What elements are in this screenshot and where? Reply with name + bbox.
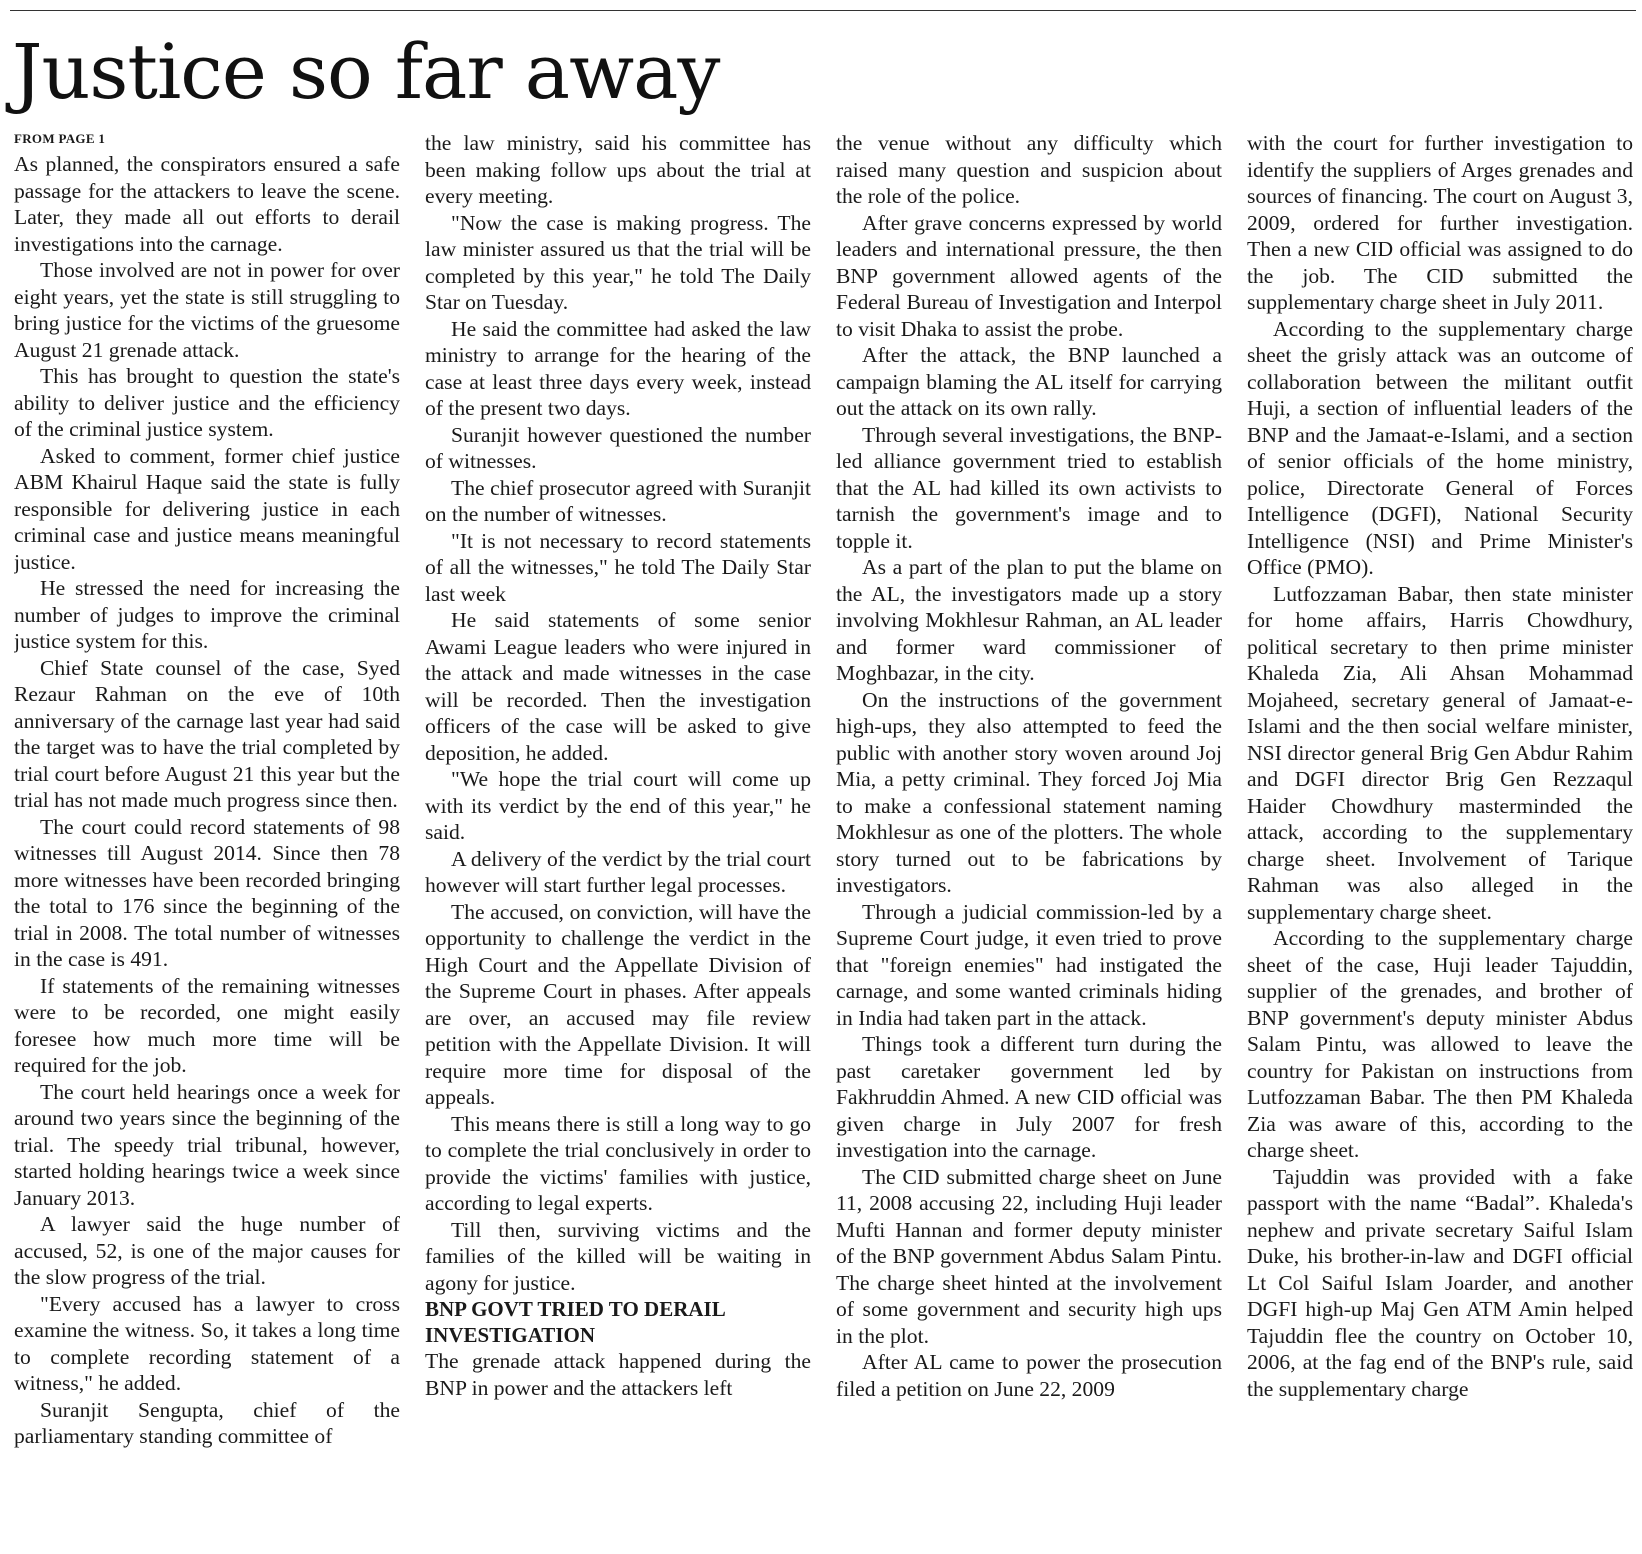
paragraph: Suranjit however questioned the number of witnesses. — [425, 422, 811, 473]
paragraph: "Every accused has a lawyer to cross examine the witness. So, it takes a long time to complete recording statement of a witness," he added. — [14, 1291, 400, 1395]
paragraph: Chief State counsel of the case, Syed Rezaur Rahman on the eve of 10th anniversary of the carnage last year had said the target was to have the trial completed by trial court before August 21 this year but the trial has not made much progress since then. — [14, 655, 400, 812]
section-subhead: BNP GOVT TRIED TO DERAIL INVESTIGATION — [425, 1297, 725, 1347]
column-2 — [425, 130, 811, 1550]
headline: Justice so far away — [12, 27, 720, 116]
paragraph: Through several investigations, the BNP-led alliance government tried to establish that the AL had killed its own activists to tarnish the government's image and to topple it. — [836, 422, 1222, 553]
paragraph: Things took a different turn during the past caretaker government led by Fakhruddin Ahmed. A new CID official was given charge in July 2007 for fresh investigation into the carnage. — [836, 1032, 1222, 1162]
paragraph: "Now the case is making progress. The law minister assured us that the trial will be completed by this year," he told The Daily Star on Tuesday. — [425, 210, 811, 314]
paragraph: This means there is still a long way to go to complete the trial conclusively in order to provide the victims' families with justice, according to legal experts. — [425, 1111, 811, 1215]
paragraph: A lawyer said the huge number of accused, 52, is one of the major causes for the slow progress of the trial. — [14, 1212, 400, 1289]
paragraph: According to the supplementary charge sheet of the case, Huji leader Tajuddin, supplier of the grenades, and brother of BNP government's deputy minister Abdus Salam Pintu, was allowed to leave the country for Pakistan on instructions from Lutfozzaman Babar. The then PM Khaleda Zia was aware of this, according to the charge sheet. — [1247, 926, 1633, 1162]
paragraph: On the instructions of the government high-ups, they also attempted to feed the public with another story woven around Joj Mia, a petty criminal. They forced Joj Mia to make a confessional statement naming Mokhlesur as one of the plotters. The whole story turned out to be fabrications by investigators. — [836, 687, 1222, 897]
paragraph: Through a judicial commission-led by a Supreme Court judge, it even tried to prove that "foreign enemies" had instigated the carnage, and some wanted criminals hiding in India had taken part in the attack. — [836, 899, 1222, 1030]
paragraph: He said statements of some senior Awami League leaders who were injured in the attack and made witnesses in the case will be recorded. Then the investigation officers of the case will be asked to give deposition, he added. — [425, 608, 811, 765]
paragraph: He stressed the need for increasing the number of judges to improve the criminal justice system for this. — [14, 576, 400, 653]
paragraph: According to the supplementary charge sheet the grisly attack was an outcome of collaboration between the militant outfit Huji, a section of influential leaders of the BNP and the Jamaat-e-Islami, and a section of senior officials of the home ministry, police, Directorate General of Forces Intelligence (DGFI), National Security Intelligence (NSI) and Prime Minister's Office (PMO). — [1247, 316, 1633, 579]
paragraph: As a part of the plan to put the blame on the AL, the investigators made up a story involving Mokhlesur Rahman, an AL leader and former ward commissioner of Moghbazar, in the city. — [836, 555, 1222, 685]
paragraph: with the court for further investigation to identify the suppliers of Arges grenades and sources of financing. The court on August 3, 2009, ordered for further investigation. Then a new CID official was assigned to do the job. The CID submitted the supplementary charge sheet in July 2011. — [1247, 131, 1633, 314]
paragraph: Suranjit Sengupta, chief of the parliamentary standing committee of — [14, 1397, 400, 1448]
paragraph: The accused, on conviction, will have the opportunity to challenge the verdict in the High Court and the Appellate Division of the Supreme Court in phases. After appeals are over, an accused may file review petition with the Appellate Division. It will require more time for disposal of the appeals. — [425, 899, 811, 1109]
paragraph: A delivery of the verdict by the trial court however will start further legal processes. — [425, 846, 811, 897]
paragraph: Those involved are not in power for over eight years, yet the state is still struggling to bring justice for the victims of the gruesome August 21 grenade attack. — [14, 258, 400, 362]
paragraph: As planned, the conspirators ensured a safe passage for the attackers to leave the scene. Later, they made all out efforts to derail investigations into the carnage. — [14, 152, 400, 256]
paragraph: After the attack, the BNP launched a campaign blaming the AL itself for carrying out the attack on its own rally. — [836, 343, 1222, 420]
column-3 — [836, 130, 1222, 1550]
paragraph: The grenade attack happened during the BNP in power and the attackers left — [425, 1349, 811, 1400]
paragraph: If statements of the remaining witnesses were to be recorded, one might easily foresee how much more time will be required for the job. — [14, 973, 400, 1077]
paragraph: The court held hearings once a week for around two years since the beginning of the trial. The speedy trial tribunal, however, started holding hearings twice a week since January 2013. — [14, 1079, 400, 1210]
column-1 — [14, 130, 400, 1550]
paragraph: After grave concerns expressed by world leaders and international pressure, the then BNP government allowed agents of the Federal Bureau of Investigation and Interpol to visit Dhaka to assist the probe. — [836, 210, 1222, 341]
paragraph: He said the committee had asked the law ministry to arrange for the hearing of the case at least three days every week, instead of the present two days. — [425, 316, 811, 420]
paragraph: Tajuddin was provided with a fake passport with the name “Badal”. Khaleda's nephew and private secretary Saiful Islam Duke, his brother-in-law and DGFI official Lt Col Saiful Islam Joarder, and another DGFI high-up Maj Gen ATM Amin helped Tajuddin flee the country on October 10, 2006, at the fag end of the BNP's rule, said the supplementary charge — [1247, 1164, 1633, 1401]
paragraph: The CID submitted charge sheet on June 11, 2008 accusing 22, including Huji leader Mufti Hannan and former deputy minister of the BNP government Abdus Salam Pintu. The charge sheet hinted at the involvement of some government and security high ups in the plot. — [836, 1164, 1222, 1348]
paragraph: The court could record statements of 98 witnesses till August 2014. Since then 78 more witnesses have been recorded bringing the total to 176 since the beginning of the trial in 2008. The total number of witnesses in the case is 491. — [14, 814, 400, 971]
paragraph: After AL came to power the prosecution filed a petition on June 22, 2009 — [836, 1350, 1222, 1401]
kicker: FROM PAGE 1 — [14, 131, 106, 146]
paragraph: Till then, surviving victims and the families of the killed will be waiting in agony for justice. — [425, 1217, 811, 1295]
paragraph: "It is not necessary to record statements of all the witnesses," he told The Daily Star last week — [425, 528, 811, 606]
paragraph: the venue without any difficulty which raised many question and suspicion about the role of the police. — [836, 131, 1222, 208]
top-rule — [10, 10, 1636, 11]
paragraph: Lutfozzaman Babar, then state minister for home affairs, Harris Chowdhury, political secretary to then prime minister Khaleda Zia, Ali Ahsan Mohammad Mojaheed, secretary general of Jamaat-e-Islami and the then social welfare minister, NSI director general Brig Gen Abdur Rahim and DGFI director Brig Gen Rezzaqul Haider Chowdhury masterminded the attack, according to the supplementary charge sheet. Involvement of Tarique Rahman was also alleged in the supplementary charge sheet. — [1247, 581, 1633, 924]
paragraph: the law ministry, said his committee has been making follow ups about the trial at every meeting. — [425, 131, 811, 208]
column-4 — [1247, 130, 1633, 1550]
paragraph: "We hope the trial court will come up with its verdict by the end of this year," he said. — [425, 767, 811, 844]
paragraph: Asked to comment, former chief justice ABM Khairul Haque said the state is fully responsible for delivering justice in each criminal case and justice means meaningful justice. — [14, 443, 400, 574]
paragraph: This has brought to question the state's ability to deliver justice and the efficiency of the criminal justice system. — [14, 364, 400, 441]
paragraph: The chief prosecutor agreed with Suranjit on the number of witnesses. — [425, 475, 811, 526]
